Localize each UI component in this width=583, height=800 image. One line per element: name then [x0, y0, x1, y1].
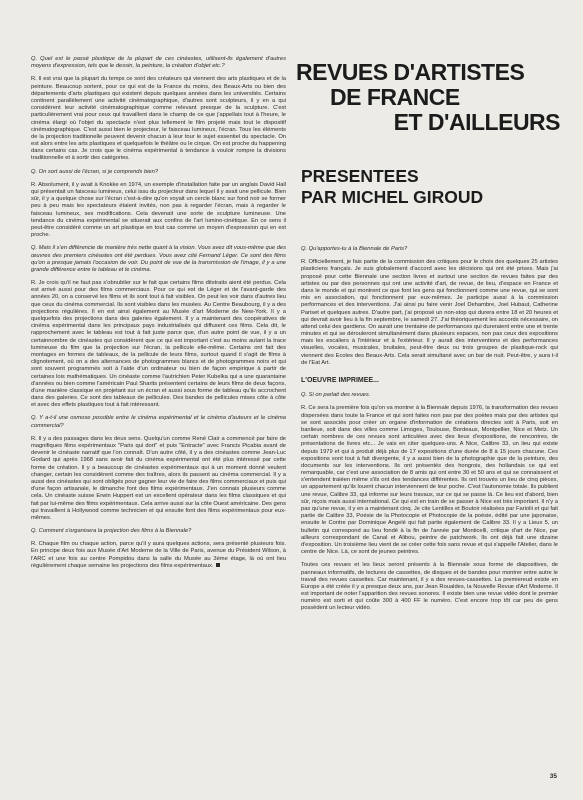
question-paragraph: Q. Si on parlait des revues.	[301, 392, 371, 399]
answer-paragraph: R. Absolument, il y avait à Knokke en 1974, un exemple d'installation faite par un anglais David Hall qui présentait un faisceau lumineux, celui issu du projecteur dans lequel il y avait une pellicule. Bien sûr, il y a quelque chose sur l'écran c'est-à-dire qu'on voyait un cercle blanc sur fond noir se former peu à peu mais les spectateurs étaient invités, non pas à regarder l'écran, mais à regarder le faisceau lumineux, ses modifications. Cela devenait une sorte de sculpture lumineuse. Une tendance du cinéma expérimental se situerait aux confins de l'art lumino-cinétique. En ce sens il peut-être considéré comme un art plastique en tout cas comme un moyen d'expression qui en est proche.	[31, 181, 286, 239]
right-column	[301, 246, 558, 619]
end-mark-icon	[216, 563, 220, 567]
answer-text: R. Chaque film ou chaque action, parce qu'il y aura quelques actions, sera présenté plusieurs fois. En principe deux fois aux Musée d'Art Moderne de la Ville de Paris, avenue du Président Wilson, à l'ARC et une fois au centre Pompidou dans la salle du Musée au 3ème étage, là où ont lieu régulièrement chaque semaine les projections des films expérimentaux.	[31, 541, 286, 569]
question-paragraph: Q. Qu'apportes-tu à la Biennale de Paris?	[301, 246, 408, 252]
question-paragraph: Q. Quel est le passé plastique de la plupart de ces cinéastes, utilisent-ils également d'autres moyens d'expression, tels que le dessin, la peinture, la création d'objet etc.?	[31, 56, 286, 70]
article-subtitle	[301, 166, 561, 208]
question-paragraph: Q. On sort aussi de l'écran, si je comprends bien?	[31, 168, 159, 175]
answer-paragraph: R. Il y a des passages dans les deux sens. Quelqu'un comme René Clair a commencé par faire de magnifiques films expérimentaux "Paris qui dort" et puis "Entracte" avec Francis Picabia avant de devenir le cinéaste narratif que l'on connaît. D'un autre côté, il y a des cinéastes comme Jean-Luc Godard qui après 1968 sans avoir fait du cinéma expérimental ont été plus intéressé par cette forme de création. Il y a beaucoup de cinéastes expérimentaux qui à un moment donné veulent changer, certain les considèrent comme des traîtres, alors ils passent au cinéma commercial. Il y a aussi des cinéastes qui sont obligés pour gagner leur vie de faire des films commerciaux et puis qui d'une façon artisanale, le dimanche font des films expérimentaux. J'en connais plusieurs comme cela. Un cinéaste suisse Erwin Huppert est un excellent opérateur dans les films classiques et qui fait par lui-même des films expérimentaux. Cela arrive aussi sur la côte Ouest américaine. Des gens qui travaillent à Hollywood comme technicien et qui ensuite font des films expérimentaux pour eux-mêmes.	[31, 435, 286, 521]
answer-paragraph	[31, 541, 286, 570]
answer-paragraph: R. Il est vrai que la plupart du temps ce sont des créateurs qui viennent des arts plastiques et de la peinture. Beaucoup sortent, pour ce qui est de la France du moins, des Beaux-Arts ou bien des départements d'arts plastiques qui existent depuis quelques années dans les universités. Certains continent parallèlement une activité cinématographique, d'autres sont sculpteurs, il y en a qui considèrent leur activité cinématographique comme relevant presque de la sculpture. C'est particulièrement vrai pour ceux qui travaillent dans le champ de ce que j'appellais tout à l'heure, le cinéma élargi où l'objet du spectacle n'est plus tellement le film projeté mais tout le dispositif cinématographique. C'est aussi bien le projecteur, le faisceau lumineux, l'écran. Tous les éléments de la projection traditionelle peuvent devenir chacun à leur tour le sujet essentiel du spectacle. On est alors entre les arts plastiques et quelquefois le théâtre ou le cirque. On est proche du happening dans certains cas. Je crois que le cinéma expérimental à tendance à vouloir rompre la divisions traditionnelle et à sortir des catégories.	[31, 76, 286, 162]
page-number: 35	[549, 773, 557, 780]
subtitle-line: PRESENTEES	[301, 166, 419, 186]
subtitle-line: PAR MICHEL GIROUD	[301, 187, 484, 207]
answer-paragraph: Toutes ces revues et les lieux seront présents à la Biennale sous forme de diapositives, de panneaux informatifs, de lectures de cassettes, de disques et de bandes pour montrer entre autre le travail des revues cassettes. Car maintenant, il y a des revues-cassettes. La premiereud existe en Europe a été créée il y a presque deux ans, par Jean Roualdes, la Nouvelle Revue d'Art Moderne. Il est important de noter l'apparition des revues sonores. Il existe bien une revue vidéo dont le premier numéro est sorti et qui coûte 300 à 400 FF le numéro. C'est encore trop tôt car peu de gens possèdent un lecteur vidéo.	[301, 562, 558, 612]
answer-paragraph: R. Officiellement, je fais partie de la commission des critiques pour le choix des quelques 25 artistes plasticiens français. Je suis globalement d'accord avec les décisions qui ont été prises. Mais j'ai proposé pour cette Biennale une section livres et surtout une section de revues faites par des artistes ou par des personnes qui ont une activité d'art, de revue, de lieu, d'espace en France et dans le monde et qui montrent ce que font les gens qui fonctionnent comme une revue, qui se sont mis en association, qui fonctionnent par eux-mêmes. Je participe aussi à la commission performances et des interventions. J'ai ainsi pu faire venir Joel Dehambre, Joel Hubaut, Catherine Pariset et quelques autres. D'autre part, j'ai proposé un non-stop qui durera entre 18 et 20 heures et qui devrait avoir lieu à la fin septembre, le samedi 27. J'ai théoriquement les accords nécessaire, on attend celui des gardiens. On aurait une trentaine de performances qui dureraient entre une et trente minutes et qui se dérouleront simultanément dans plusieurs espaces, non pas ceux des expositions mais les escaliers à l'intérieur et à l'extérieur. Il y aurait des interventions et des performances visuelles, vocales, musicales, bruitales, peut-être deux ou trois groupes de plastique-rock qui viennent des Ecoles des Beaux-Arts. Cela serait simultané avec un bar de nuit. Peut-être, y aura t-il de l'Eat Art.	[301, 259, 558, 366]
question-paragraph: Q. Y a-t-il une osmose possible entre le cinéma expérimental et le cinéma d'auteurs et le cinéma commercial?	[31, 415, 286, 429]
question-paragraph: Q. Mais il s'en différencie de manière très nette quant à la vision. Vous avez dit vous-même que des œuvres des premiers cinéastes ont été perdues. Vous avez cité Fernand Léger. Ce sont des films qu'on a presque jamais l'occasion de voir. Du point de vue de la transmission de l'image, il y a une grande différence entre le tableau et le cinéma.	[31, 245, 286, 273]
title-line: ET D'AILLEURS	[393, 109, 560, 135]
article-title	[296, 60, 566, 135]
answer-paragraph: R. Je crois qu'il ne faut pas s'obnubiler sur le fait que certains films ditstraits aient été perdus. Cela est arrivé aussi pour des films commerciaux. Pour ce qui est de Léger et de l'avant-garde des années 20, on a conservé les films et ils sont tout à fait visibles. On peut les voir dans d'autres lieu que ceux du cinéma commercial. Ils sont visibles dans les musées. Au Centre Beaubourg, il y a des projections régulières. Il en est ainsi également au Musée d'art Moderne de New-York. Il y a quelquefois des projections dans des galeries également. Il y a maintenant des coopératives de cinéma expérimental dans les principaux pays industrialisés qui diffusent ces films. Cela dit, le rapprochement avec le tableau est tout à fait juste parce que, d'un autre point de vue, il y a un certainnombre de cinéastes qui considèrent que ce qui est important c'est au moins autant la trace lumineuse du film que la projection sur l'écran, la pellicule elle-même. Certains ont fait des montages en formes de tableaux, de la pellicule de leurs films, surtout quand il s'agit de films à clignotement, où on a des alternances de photogrammes blancs et de photogrammes noirs et qui sont souvent programmés soit à l'aide d'un ordinateur ou bien de façon empirique à partir de certaines lois mathématiques. Un cinéaste comme l'autrichien Peter Kubelka qui a une quarantaine d'années ou bien comme l'américain Paul Sharits présentent certains de leurs films de deux façons, d'une manière classique en projetant sur un écran et aussi sous forme de tableau qu'ils accrochent dans des galeries. Ce sont des tableaux de pellicules. Des bandes de pellicules mises côte à côte et avec des effets plastiques tout à fait intéressant.	[31, 280, 286, 409]
answer-paragraph: R. Ce sera la première fois qu'on va montrer à la Biennale depuis 1976, la transformation des revues dispersées dans toute la France et qui sont faites non pas par des poètes mais par des artistes qui se sont associés pour créer un organe d'information de créations directes soit à Paris, soit en banlieue, soit dans des villes comme Limoges, Toulouse, Bordeaux, Montpellier, Nice et Metz. Un certain nombres de ces revues sont articulées avec des lieux d'expositions, de rencontres, de présentations de livres etc... Je vais en citer quelques-uns. A Nice, Calibre 33, un lieu qui existe depuis 1979 et qui à produit déjà plus de 17 expositions d'une durée de 8 à 15 jours chacune. Ces expositions sont tout à fait divergente, il y a aussi bien de la photographie que de la peinture, des documents sur les interventions. Ils ont présentés des hongrois, des hollandais ce qui est remarquable, car c'est une association de 8 amis qui ont entre 30 et 50 ans et qui se connaissent et s'entendent traiéen même s'ils ont des tendances différentes. Ils ont trouvés un lieu de cinq pièces, un appartement qu'ils louent chacun interviennent de leur poche. C'est l'autonomie totale. Ils publient une revue, Calibre 33, qui informe sur leurs travaux, sur ce qui se passe là. Ce lieu est d'abord, bien sûr, niçois mais aussi international. Ce qui est en train de se passer à Nice est très important. Il n'y a pas qu'une revue, il y en a maintenant cinq. Je cite Lentilles et Boutoir réalisées par Fariolii et qui fait partie de Calibre 33, Poésie de la Photocopie et Photocopie de la poésie, édité par une japonaise, ensuite le Contre par Dominique Angelé qui fait partie également de Calibre 33. Il y a Lieux 5, un bulletin qui correspond au lieu fondé à la fin de l'année par Monticelli, critique d'art de Nice, par ailleurs correspondant de Canal et Alibou, peintre de patchwork. Ils ont déjà fait une dizaine d'exposition. Un troisième lieu vient de se créer cette fois sans revue et qui s'appelle l'Atelier, dans le centre de Nice. Là, ce sont de jeunes peintres.	[301, 405, 558, 556]
left-column	[31, 56, 286, 576]
title-line: REVUES D'ARTISTES	[296, 59, 525, 85]
question-paragraph: Q. Comment s'organisera la projection des films à la Biennale?	[31, 528, 192, 535]
section-heading: L'OEUVRE IMPRIMEE...	[301, 377, 379, 384]
title-line: DE FRANCE	[330, 84, 460, 110]
